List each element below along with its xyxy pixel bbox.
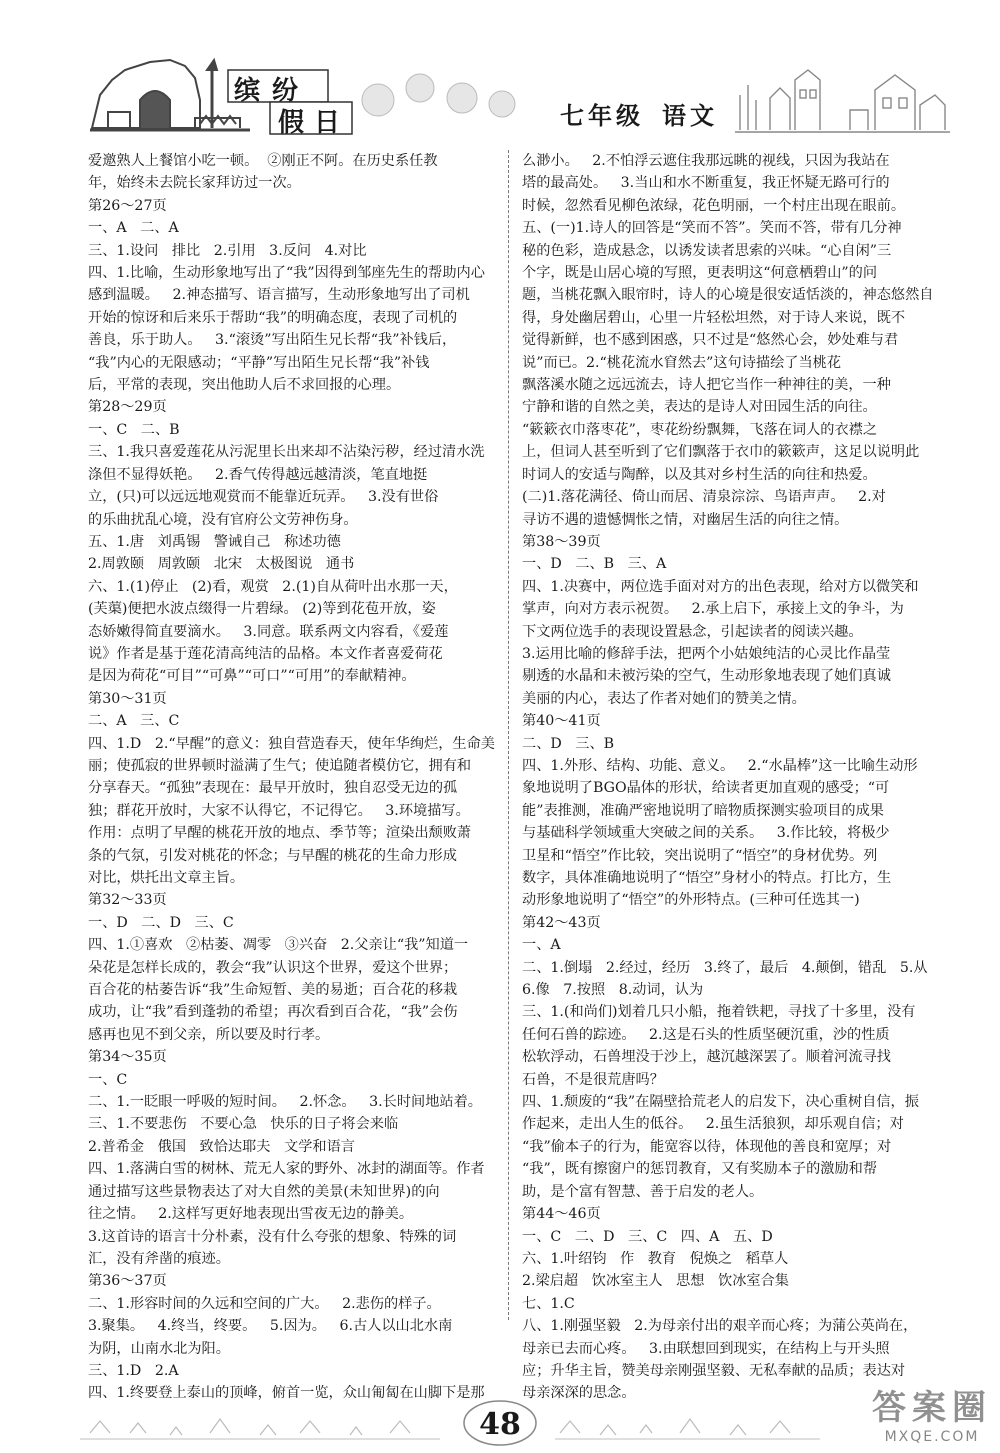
answer-line: 飘落溪水随之远远流去，诗人把它当作一种神往的美，一种 bbox=[522, 377, 891, 394]
answer-line: 2.普希金 俄国 致恰达耶夫 文学和语言 bbox=[88, 1138, 355, 1155]
answer-line: 四、1.D 2.“早醒”的意义：独自营造春天，使年华绚烂，生命美 bbox=[88, 735, 495, 752]
answer-line: 第32～33页 bbox=[88, 892, 167, 909]
answer-line: 觉得新鲜，也不感到困惑，只不过是“悠然心会，妙处难与君 bbox=[522, 332, 899, 349]
page-number: 48 bbox=[479, 1407, 521, 1442]
answer-line: 2.梁启超 饮冰室主人 思想 饮冰室合集 bbox=[522, 1273, 789, 1290]
header-decoration bbox=[0, 0, 1000, 150]
answer-line: 的乐曲扰乱心境，没有官府公文劳神伤身。 bbox=[88, 511, 358, 528]
answer-line: 二、1.形容时间的久远和空间的广大。 2.悲伤的样子。 bbox=[88, 1295, 441, 1312]
watermark-url: MXQE.COM bbox=[884, 1429, 980, 1445]
answer-line: (芙蕖)便把水波点缀得一片碧绿。 (2)等到花苞开放，姿 bbox=[88, 601, 436, 618]
answer-line: 说”而已。2.“桃花流水窅然去”这句诗描绘了当桃花 bbox=[522, 354, 842, 371]
answer-line: 六、1.(1)停止 (2)看，观赏 2.(1)自从荷叶出水那一天， bbox=[88, 578, 458, 595]
answer-line: 一、D 二、B 三、A bbox=[522, 556, 667, 573]
answer-line: “簌簌衣巾落枣花”，枣花纷纷飘舞，飞落在词人的衣襟之 bbox=[522, 421, 878, 438]
answer-column-left bbox=[88, 150, 550, 1405]
answer-line: 母亲深深的思念。 bbox=[522, 1385, 636, 1402]
answer-line: 一、C 二、B bbox=[88, 421, 180, 438]
answer-column-right bbox=[522, 150, 984, 1405]
answer-line: 任何石兽的踪迹。 2.这是石头的性质坚硬沉重，沙的性质 bbox=[522, 1026, 890, 1043]
subject-label: 语文 bbox=[662, 102, 718, 130]
answer-line: 么渺小。 2.不怕浮云遮住我那远眺的视线，只因为我站在 bbox=[522, 153, 890, 169]
answer-line: 第28～29页 bbox=[88, 399, 167, 416]
answer-line: 四、1.落满白雪的树林、荒无人家的野外、冰封的湖面等。作者 bbox=[88, 1161, 485, 1178]
houses-illustration bbox=[735, 70, 950, 132]
answer-line: 得，身处幽居碧山，心里一片轻松坦然，对于诗人来说，既不 bbox=[522, 309, 906, 326]
answer-line: 作起来，走出人生的低谷。 2.虽生活狼狈，却乐观自信；对 bbox=[522, 1116, 904, 1133]
answer-line: 数字，具体准确地说明了“悟空”身材小的特点。打比方，生 bbox=[522, 870, 892, 886]
answer-line: 对比，烘托出文章主旨。 bbox=[88, 870, 245, 886]
answer-line: 二、1.一眨眼一呼吸的短时间。 2.怀念。 3.长时间地站着。 bbox=[88, 1094, 482, 1111]
brand-title-line1: 缤纷 bbox=[234, 76, 311, 106]
faded-decoration bbox=[362, 74, 515, 117]
answer-line: 第40～41页 bbox=[522, 713, 601, 730]
answer-line: 善良，乐于助人。 3.“滚烫”写出陌生兄长帮“我”补钱后， bbox=[88, 332, 457, 349]
answer-line: 掌声，向对方表示祝贺。 2.承上启下，承接上文的争斗，为 bbox=[522, 601, 904, 618]
castle-illustration bbox=[90, 60, 250, 130]
watermark bbox=[872, 1380, 992, 1445]
answer-line: (二)1.落花满径、倚山而居、清泉淙淙、鸟语声声。 2.对 bbox=[522, 489, 886, 506]
answer-line: 五、(一)1.诗人的回答是“笑而不答”。笑而不答，带有几分神 bbox=[522, 220, 902, 237]
answer-line: 感再也见不到父亲，所以要及时行孝。 bbox=[88, 1026, 330, 1043]
answer-line: 后，平常的表现，突出他助人后不求回报的心理。 bbox=[88, 377, 401, 394]
answer-line: “我”偷本子的行为，能宽容以待，体现他的善良和宽厚；对 bbox=[522, 1138, 892, 1155]
answer-line: 五、1.唐 刘禹锡 警诫自己 称述功德 bbox=[88, 533, 341, 550]
answer-line: 石兽，不是很荒唐吗？ bbox=[522, 1071, 664, 1088]
answer-line: 与基础科学领域重大突破之间的关系。 3.作比较，将极少 bbox=[522, 825, 890, 842]
answer-line: 助，是个富有智慧、善于启发的老人。 bbox=[522, 1183, 764, 1200]
answer-line: 四、1.①喜欢 ②枯萎、凋零 ③兴奋 2.父亲让“我”知道一 bbox=[88, 937, 469, 954]
answer-line: 一、C bbox=[88, 1071, 128, 1088]
answer-line: 是因为荷花“可目”“可鼻”“可口”“可用”的奉献精神。 bbox=[88, 668, 416, 685]
answer-line: 下文两位选手的表现设置悬念，引起读者的阅读兴趣。 bbox=[522, 623, 863, 640]
answer-line: 年，始终未去院长家拜访过一次。 bbox=[88, 175, 301, 192]
answer-line: 二、1.倒塌 2.经过，经历 3.终了，最后 4.颠倒，错乱 5.从 bbox=[522, 959, 928, 976]
answer-line: 成功，让“我”看到蓬勃的希望；再次看到百合花，“我”会伤 bbox=[88, 1004, 458, 1021]
answer-line: 秘的色彩，造成悬念，以诱发读者思索的兴味。“心自闲”三 bbox=[522, 242, 892, 259]
answer-line: 3.聚集。 4.终当，终要。 5.因为。 6.古人以山北水南 bbox=[88, 1318, 453, 1335]
answer-line: 第36～37页 bbox=[88, 1273, 167, 1290]
answer-line: 丽；使孤寂的世界顿时溢满了生气；使追随者模仿它，拥有和 bbox=[88, 757, 472, 774]
answer-line: 四、1.终要登上泰山的顶峰，俯首一览，众山匍匐在山脚下是那 bbox=[88, 1385, 485, 1402]
answer-line: 一、A bbox=[522, 937, 561, 954]
answer-line: 3.运用比喻的修辞手法，把两个小姑娘纯洁的心灵比作晶莹 bbox=[522, 645, 891, 662]
answer-line: 第44～46页 bbox=[522, 1206, 601, 1223]
answer-line: 时候，忽然看见柳色浓绿，花色明丽，一个村庄出现在眼前。 bbox=[522, 197, 906, 214]
answer-line: 立，(只)可以远远地观赏而不能靠近玩弄。 3.没有世俗 bbox=[88, 489, 439, 506]
column-divider bbox=[508, 150, 509, 1320]
answer-line: “我”内心的无限感动；“平静”写出陌生兄长帮“我”补钱 bbox=[88, 354, 430, 371]
answer-line: 为阴，山南水北为阳。 bbox=[88, 1340, 230, 1357]
answer-line: “我”，既有擦窗户的惩罚教育，又有奖励本子的激励和帮 bbox=[522, 1161, 878, 1178]
answer-line: 六、1.叶绍钧 作 教育 倪焕之 稻草人 bbox=[522, 1250, 789, 1267]
answer-line: 八、1.刚强坚毅 2.为母亲付出的艰辛而心疼；为蒲公英尚在， bbox=[522, 1318, 918, 1335]
answer-line: 朵花是怎样长成的，教会“我”认识这个世界，爱这个世界； bbox=[88, 959, 458, 976]
brand-title-line2: 假日 bbox=[278, 108, 351, 138]
answer-line: 态娇嫩得简直要滴水。 3.同意。联系两文内容看，《爱莲 bbox=[88, 623, 449, 640]
answer-line: 松软浮动，石兽埋没于沙上，越沉越深罢了。顺着河流寻找 bbox=[522, 1049, 891, 1066]
answer-line: 个字，既是山居心境的写照，更表明这“何意栖碧山”的问 bbox=[522, 265, 878, 282]
answer-line: 分享春天。“孤独”表现在：最早开放时，独自忍受无边的孤 bbox=[88, 780, 458, 797]
answer-line: 母亲已去而心疼。 3.由联想回到现实，在结构上与开头照 bbox=[522, 1340, 890, 1357]
answer-line: 寻访不遇的遗憾惆怅之情，对幽居生活的向往之情。 bbox=[522, 511, 849, 528]
answer-line: 动形象地说明了“悟空”的外形特点。(三种可任选其一) bbox=[522, 892, 860, 909]
answer-line: 三、1.不要悲伤 不要心急 快乐的日子将会来临 bbox=[88, 1116, 399, 1133]
answer-line: 二、D 三、B bbox=[522, 735, 615, 752]
answer-line: 卫星和“悟空”作比较，突出说明了“悟空”的身材优势。列 bbox=[522, 847, 878, 864]
answer-line: 第34～35页 bbox=[88, 1049, 167, 1066]
answer-line: 独；群花开放时，大家不认得它，不记得它。 3.环境描写。 bbox=[88, 802, 470, 819]
answer-line: 爱邀熟人上餐馆小吃一顿。 ②刚正不阿。在历史系任教 bbox=[88, 153, 438, 169]
answer-line: 宁静和谐的自然之美，表达的是诗人对田园生活的向往。 bbox=[522, 399, 877, 416]
answer-line: 三、1.D 2.A bbox=[88, 1362, 179, 1379]
answer-line: 2.周敦颐 周敦颐 北宋 太极图说 通书 bbox=[88, 556, 355, 573]
answer-line: 往之情。 2.这样写更好地表现出雪夜无边的静美。 bbox=[88, 1206, 414, 1223]
answer-line: 一、D 二、D 三、C bbox=[88, 914, 234, 931]
answer-line: 四、1.外形、结构、功能、意义。 2.“水晶棒”这一比喻生动形 bbox=[522, 757, 918, 774]
answer-line: 说》作者是基于莲花清高纯洁的品格。本文作者喜爱荷花 bbox=[88, 645, 443, 662]
answer-line: 开始的惊讶和后来乐于帮助“我”的明确态度，表现了司机的 bbox=[88, 309, 458, 326]
answer-line: 象地说明了BGO晶体的形状，给读者更加直观的感受；“可 bbox=[522, 780, 890, 797]
answer-line: 涤但不显得妖艳。 2.香气传得越远越清淡，笔直地挺 bbox=[88, 466, 428, 483]
watermark-main: 答案圈 bbox=[872, 1388, 992, 1428]
answer-line: 三、1.设问 排比 2.引用 3.反问 4.对比 bbox=[88, 242, 367, 259]
answer-line: 6.像 7.按照 8.动词，认为 bbox=[522, 982, 704, 999]
answer-line: 塔的最高处。 3.当山和水不断重复，我正怀疑无路可行的 bbox=[522, 175, 890, 192]
answer-line: 四、1.决赛中，两位选手面对对方的出色表现，给对方以微笑和 bbox=[522, 578, 919, 595]
answer-line: 剔透的水晶和未被污染的空气，生动形象地表现了她们真诚 bbox=[522, 668, 891, 685]
answer-line: 七、1.C bbox=[522, 1295, 575, 1312]
answer-line: 四、1.颓废的“我”在隔壁拾荒老人的启发下，决心重树自信，振 bbox=[522, 1094, 919, 1111]
answer-line: 感到温暖。 2.神态描写、语言描写，生动形象地写出了司机 bbox=[88, 287, 470, 304]
answer-line: 第42～43页 bbox=[522, 914, 601, 931]
answer-line: 作用：点明了早醒的桃花开放的地点、季节等；渲染出颓败萧 bbox=[88, 825, 472, 842]
answer-line: 一、A 二、A bbox=[88, 220, 179, 237]
answer-line: 第38～39页 bbox=[522, 533, 601, 550]
answer-line: 能”表推测，准确严密地说明了暗物质探测实验项目的成果 bbox=[522, 802, 884, 819]
answer-line: 三、1.(和尚们)划着几只小船，拖着铁耙，寻找了十多里，没有 bbox=[522, 1004, 916, 1021]
answer-line: 一、C 二、D 三、C 四、A 五、D bbox=[522, 1228, 773, 1245]
answer-line: 时词人的安适与陶醉，以及其对乡村生活的向往和热爱。 bbox=[522, 466, 877, 483]
answer-line: 三、1.我只喜爱莲花从污泥里长出来却不沾染污秽，经过清水洗 bbox=[88, 444, 485, 461]
answer-line: 第26～27页 bbox=[88, 197, 167, 214]
answer-line: 通过描写这些景物表达了对大自然的美景(未知世界)的向 bbox=[88, 1183, 440, 1200]
page-header bbox=[0, 0, 1000, 150]
answer-line: 第30～31页 bbox=[88, 690, 167, 707]
answer-line: 3.这首诗的语言十分朴素，没有什么夸张的想象、特殊的词 bbox=[88, 1228, 457, 1245]
answer-line: 美丽的内心，表达了作者对她们的赞美之情。 bbox=[522, 690, 806, 707]
answer-line: 题，当桃花飘入眼帘时，诗人的心境是很安适恬淡的，神态悠然自 bbox=[522, 287, 934, 304]
answer-line: 四、1.比喻，生动形象地写出了“我”因得到邹座先生的帮助内心 bbox=[88, 265, 485, 282]
answer-line: 条的气氛，引发对桃花的怀念；与早醒的桃花的生命力形成 bbox=[88, 847, 457, 864]
answer-line: 百合花的枯萎告诉“我”生命短暂、美的易逝；百合花的移栽 bbox=[88, 982, 458, 999]
answer-line: 汇，没有斧凿的痕迹。 bbox=[88, 1250, 230, 1267]
answer-line: 应；升华主旨，赞美母亲刚强坚毅、无私奉献的品质；表达对 bbox=[522, 1362, 906, 1379]
answer-line: 二、A 三、C bbox=[88, 713, 180, 730]
answer-line: 上，但词人甚至听到了它们飘落于衣巾的簌簌声，这足以说明此 bbox=[522, 444, 920, 461]
grade-label: 七年级 bbox=[560, 102, 644, 130]
